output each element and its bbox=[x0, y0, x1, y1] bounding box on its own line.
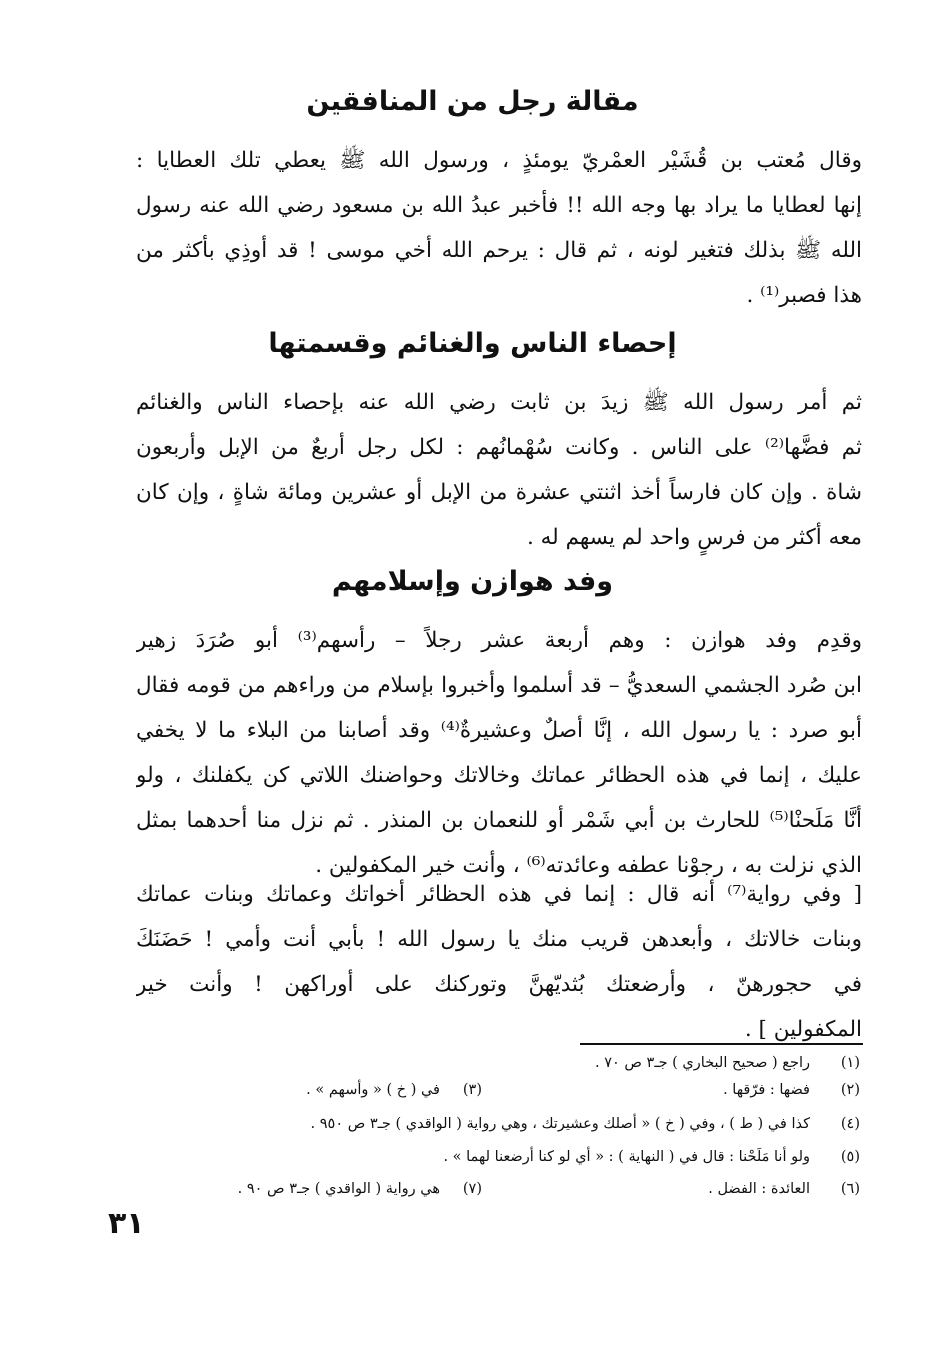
footnote bbox=[150, 1077, 860, 1103]
footnote-number: (٣) bbox=[462, 1082, 482, 1098]
paragraph bbox=[136, 380, 862, 560]
text-line: [ وفي رواية⁽⁷⁾ أنه قال : إنما في هذه الحظائر أخواتك وعماتك وبنات عماتك bbox=[136, 882, 862, 907]
text-line: وقال مُعتب بن قُشَيْر العمْريّ يومئذٍ ، ورسول الله ﷺ يعطي تلك العطايا : bbox=[136, 148, 862, 173]
footnote-divider bbox=[580, 1043, 863, 1045]
text-line: أبو صرد : يا رسول الله ، إنَّا أصلٌ وعشيرةٌ⁽⁴⁾ وقد أصابنا من البلاء ما لا يخفي bbox=[136, 718, 862, 743]
text-line: وقدِم وفد هوازن : وهم أربعة عشر رجلاً – رأسهم⁽³⁾ أبو صُرَدَ زهير bbox=[136, 628, 862, 653]
page-number: ٣١ bbox=[108, 1206, 145, 1241]
text-line: وبنات خالاتك ، وأبعدهن قريب منك يا رسول الله ! بأبي أنت وأمي ! حَضَنَكَ bbox=[136, 927, 862, 952]
text-line: أنَّا مَلَحنْا⁽⁵⁾ للحارث بن أبي شَمْر أو للنعمان بن المنذر . ثم نزل منا أحدهما بمثل bbox=[136, 808, 862, 833]
section-heading: مقالة رجل من المنافقين bbox=[306, 86, 639, 117]
text-line: هذا فصبر⁽¹⁾ . bbox=[746, 283, 862, 308]
footnote bbox=[150, 1050, 860, 1076]
paragraph bbox=[136, 138, 862, 318]
text-line: شاة . وإن كان فارساً أخذ اثنتي عشرة من الإبل أو عشرين ومائة شاةٍ ، وإن كان bbox=[136, 480, 862, 505]
footnote-text: هي رواية ( الواقدي ) جـ٣ ص ٩٠ . bbox=[237, 1181, 440, 1197]
text-line: معه أكثر من فرسٍ واحد لم يسهم له . bbox=[526, 525, 862, 550]
footnote-number: (١) bbox=[840, 1055, 860, 1071]
text-line: ثم أمر رسول الله ﷺ زيدَ بن ثابت رضي الله عنه بإحصاء الناس والغنائم bbox=[136, 390, 862, 415]
text-line: إنها لعطايا ما يراد بها وجه الله !! فأخبر عبدُ الله بن مسعود رضي الله عنه رسول bbox=[136, 193, 862, 218]
paragraph-variant bbox=[136, 872, 862, 1052]
footnote bbox=[150, 1176, 860, 1202]
footnote-text: فضها : فرّقها . bbox=[723, 1082, 810, 1098]
text-line: المكفولين ] . bbox=[744, 1017, 862, 1042]
section-heading: وفد هوازن وإسلامهم bbox=[331, 566, 614, 597]
footnote-number: (٥) bbox=[840, 1149, 860, 1165]
footnote-number: (٤) bbox=[840, 1116, 860, 1132]
text-line: عليك ، إنما في هذه الحظائر عماتك وخالاتك وحواضنك اللاتي كن يكفلنك ، ولو bbox=[136, 763, 862, 788]
footnote-text: كذا في ( ط ) ، وفي ( خ ) « أصلك وعشيرتك ، وهي رواية ( الواقدي ) جـ٣ ص ٩٥٠ . bbox=[310, 1116, 810, 1132]
footnote bbox=[150, 1144, 860, 1170]
text-line: الذي نزلت به ، رجوْنا عطفه وعائدته⁽⁶⁾ ، وأنت خير المكفولين . bbox=[315, 853, 862, 878]
footnote-number: (٧) bbox=[462, 1181, 482, 1197]
footnote bbox=[150, 1111, 860, 1137]
footnote-text: العائدة : الفضل . bbox=[708, 1181, 810, 1197]
text-line: الله ﷺ بذلك فتغير لونه ، ثم قال : يرحم الله أخي موسى ! قد أوذِي بأكثر من bbox=[136, 238, 862, 263]
footnote-number: (٦) bbox=[840, 1181, 860, 1197]
text-line: ابن صُرد الجشمي السعديُّ – قد أسلموا وأخبروا بإسلام من وراءهم من قومه فقال bbox=[136, 673, 862, 698]
footnote-number: (٢) bbox=[840, 1082, 860, 1098]
footnote-text: في ( خ ) « وأسهم » . bbox=[306, 1082, 440, 1098]
paragraph bbox=[136, 618, 862, 888]
text-line: ثم فضَّها⁽²⁾ على الناس . وكانت سُهْمانُهم : لكل رجل أربعٌ من الإبل وأربعون bbox=[136, 435, 862, 460]
section-heading: إحصاء الناس والغنائم وقسمتها bbox=[268, 328, 677, 359]
footnote-text: راجع ( صحيح البخاري ) جـ٣ ص ٧٠ . bbox=[595, 1055, 810, 1071]
footnote-text: ولو أنا مَلَحْنا : قال في ( النهاية ) : « أي لو كنا أرضعنا لهما » . bbox=[443, 1149, 810, 1165]
text-line: في حجورهنّ ، وأرضعتك بُثديّهنَّ وتوركنك على أوراكهن ! وأنت خير bbox=[136, 972, 862, 997]
